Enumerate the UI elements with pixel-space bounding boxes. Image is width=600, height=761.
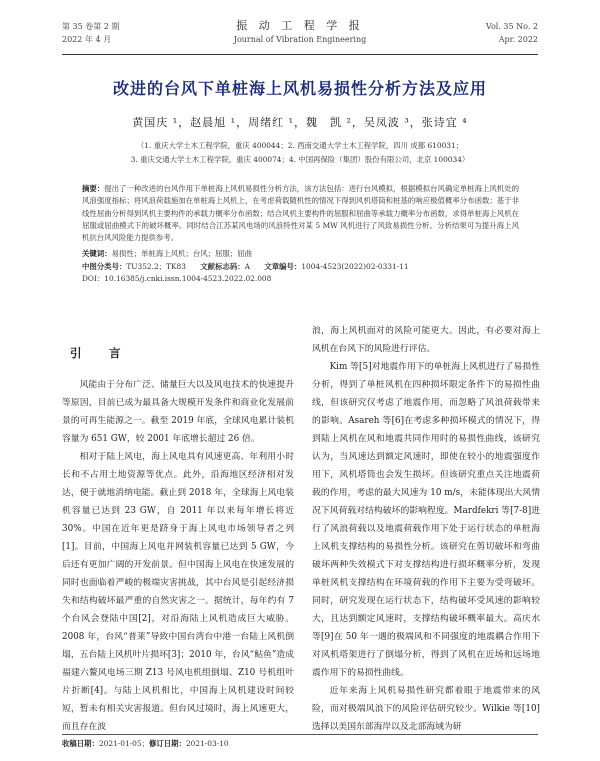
body-column-right	[312, 322, 540, 736]
keywords-label: 关键词：	[82, 249, 112, 259]
author-list: 黄国庆 ¹，赵晨旭 ¹，周绪红 ¹，魏 凯 ²，吴凤波 ³，张诗宜 ⁴	[132, 116, 468, 129]
body-column-left	[62, 330, 294, 736]
volume-en: Vol. 35 No. 2	[485, 22, 538, 31]
received-label: 收稿日期：	[62, 739, 99, 748]
doc-code-label: 文献标志码：	[200, 261, 245, 271]
abstract-label: 摘要：	[82, 184, 105, 193]
header-center	[62, 18, 538, 46]
journal-name-en: Journal of Vibration Engineering	[233, 35, 367, 44]
date-en: Apr. 2022	[498, 35, 538, 44]
received-date: 2021-01-05	[98, 739, 142, 748]
journal-name-cn: 振 动 工 程 学 报	[236, 19, 364, 32]
keywords-text: 易损性；单桩海上风机；台风；屈服；屈曲	[111, 249, 253, 259]
running-header	[62, 18, 538, 55]
keywords	[82, 248, 519, 260]
body-paragraph: 浪，海上风机面对的风险可能更大。因此，有必要对海上风机在台风下的风险进行评估。	[312, 326, 540, 354]
doc-code-field	[200, 262, 250, 271]
article-number-label: 文章编号：	[264, 261, 302, 271]
article-number-value: 1004-4523(2022)02-0331-11	[301, 261, 409, 271]
body-paragraph: 相对于陆上风电，海上风电具有风速更高、年利用小时长和不占用土地资源等优点。此外，沿海地区经济相对发达，便于就地消纳电能。截止到 2018 年，全球海上风电装机容量已达到 23 GW，自 2011 年以来每年增长将近 30%。中国在近年更是跻身于海上风电市场领导者之列[1]。目前，中国海上风电并网装机容量已达到 5 GW，今后还有更加广阔的开发前景。但中国海上风电在快速发展的同时也面临着严峻的极端灾害挑战，其中台风是引起经济损失和结构破坏最严重的自然灾害之一。据统计，每年约有 7 个台风会登陆中国[2]，对沿海陆上风机造成巨大威胁。2008 年，台风“普莱”导致中国台湾台中港一台陆上风机倒塌，五台陆上风机叶片损坏[3]；2010 年，台风“鲇鱼”造成福建六鳌风电场三期 Z13 号风电机组倒塌、Z10 号机组叶片折断[4]。与陆上风机相比，中国海上风机建设时间较短，暂未有相关灾害报道。但台风过境时，海上风速更大，而且存在波	[62, 452, 294, 732]
volume-cn: 第 35 卷第 2 期	[62, 22, 120, 31]
affiliation-line: （1. 重庆大学土木工程学院，重庆 400044；2. 西南交通大学土木工程学院，四川 成都 610031；	[136, 141, 464, 150]
affiliation-line: 3. 重庆交通大学土木工程学院，重庆 400074；4. 中国再保险（集团）股份有限公司，北京 100034）	[130, 155, 470, 164]
article-number-field	[264, 262, 408, 271]
affiliations	[90, 139, 510, 167]
abstract	[82, 183, 519, 244]
doi-line: DOI：10.16385/j.cnki.issn.1004-4523.2022.02.008	[82, 274, 272, 284]
section-heading-introduction: 引 言	[70, 346, 129, 360]
doc-code-value: A	[244, 261, 250, 271]
revised-label: 修订日期：	[149, 739, 186, 748]
abstract-text: 提出了一种改进的台风作用下单桩海上风机易损性分析方法，该方法包括：进行台风模拟，根据模拟台风确定单桩海上风机处的风浪强度指标；将风浪荷载施加在单桩海上风机上，在考虑荷载随机性的情况下得到风机塔筒和桩基的响应极值概率分布函数；基于非线性屈曲分析得到风机主要构件的承载力概率分布函数；结合风机主要构件的屈服和屈曲等承载力概率分布函数，求得单桩海上风机在屈服或屈曲模式下的破坏概率。同时结合江苏某风电场的风浪特性对某 5 MW 风机进行了风致易损性分析。分析结果可为提升海上风机抗台风风险能力提供参考。	[82, 184, 519, 243]
clc-value: TU352.2；TK83	[126, 261, 186, 271]
footnote: 收稿日期：2021-01-05；修订日期：2021-03-10	[62, 734, 538, 750]
clc-label: 中图分类号：	[82, 261, 127, 271]
clc-field	[82, 262, 186, 271]
date-cn: 2022 年 4 月	[62, 35, 112, 44]
paper-title: 改进的台风下单桩海上风机易损性分析方法及应用	[112, 79, 487, 98]
classification-line	[82, 261, 519, 273]
revised-date: 2021-03-10	[185, 739, 229, 748]
body-paragraph: 风能由于分布广泛、储量巨大以及风电技术的快速提升等原因，目前已成为最具备大规模开发条件和商业化发展前景的可再生能源之一。截至 2019 年底，全球风电累计装机容量为 651 GW，较 2001 年底增长超过 26 倍。	[62, 380, 294, 444]
body-paragraph: Kim 等[5]对地震作用下的单桩海上风机进行了易损性分析，得到了单桩风机在四种损坏限定条件下的易损性曲线，但该研究仅考虑了地震作用，而忽略了风浪荷载带来的影响。Asareh 等[6]在考虑多种损坏模式的情况下，得到陆上风机在风和地震共同作用时的易损性曲线，该研究认为，当风速达到额定风速时，即使在较小的地震强度作用下，风机塔筒也会发生损坏。但该研究重点关注地震荷载的作用，考虑的最大风速为 10 m/s，未能体现出大风情况下风荷载对结构破坏的影响程度。Mardfekri 等[7-8]进行了风浪荷载以及地震荷载作用下处于运行状态的单桩海上风机支撑结构的易损性分析。该研究在剪切破坏和弯曲破坏两种失效模式下对支撑结构进行损坏概率分析，发现单桩风机支撑结构在环境荷载的作用下主要为受弯破坏。同时，研究发现在运行状态下，结构破坏受风速的影响较大，且达到额定风速时，支撑结构破坏概率最大。高庆水等[9]在 50 年一遇的极端风和不同强度的地震耦合作用下对风机塔架进行了倒塌分析，得到了风机在近场和远场地震作用下的易损性曲线。	[312, 362, 540, 678]
body-paragraph: 近年来海上风机易损性研究都着眼于地震带来的风险，而对极端风浪下的风险评估研究较少。Wilkie 等[10]选择以美国东部海岸以及北部海域为研	[312, 686, 540, 732]
header-right	[486, 20, 538, 46]
abstract-block	[82, 183, 519, 285]
